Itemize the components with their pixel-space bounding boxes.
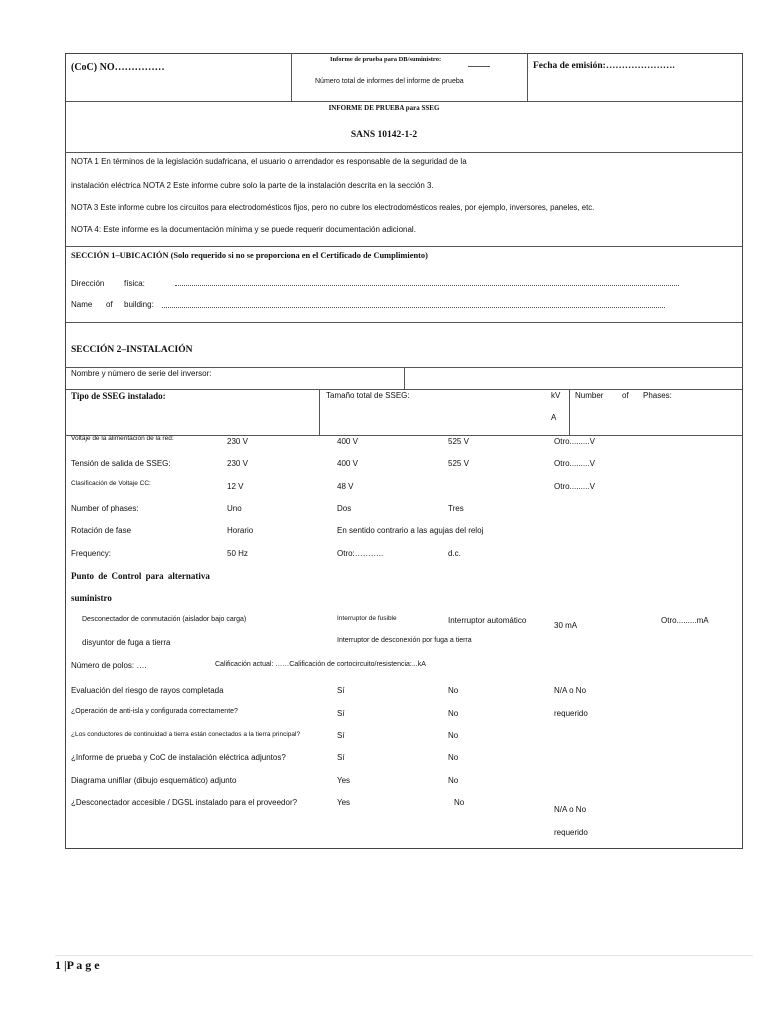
rule [291, 53, 292, 101]
option-earth-leakage[interactable]: disyuntor de fuga a tierra [82, 638, 171, 647]
building-label-word: of [106, 300, 113, 309]
option-other-v[interactable]: Otro.........V [554, 437, 595, 446]
supply-voltage-label: Voltaje de la alimentación de la red: [71, 435, 174, 442]
rotation-label: Rotación de fase [71, 526, 132, 535]
option-yes[interactable]: Yes [337, 798, 351, 807]
option-no[interactable]: No [448, 776, 459, 785]
option-no[interactable]: No [448, 753, 459, 762]
rule [65, 389, 743, 390]
rule [527, 53, 528, 101]
option-clockwise[interactable]: Horario [227, 526, 254, 535]
option-no[interactable]: No [454, 798, 465, 807]
option-disconnector[interactable]: Desconectador de conmutación (aislador bajo carga) [82, 616, 247, 623]
building-label-word: building: [124, 300, 154, 309]
standard-title: SANS 10142-1-2 [350, 130, 418, 140]
option-400v[interactable]: 400 V [337, 459, 358, 468]
report-title: INFORME DE PRUEBA para SSEG [328, 104, 440, 112]
option-three-phase[interactable]: Tres [448, 504, 464, 513]
kva-unit: A [551, 413, 557, 422]
output-voltage-label: Tensión de salida de SSEG: [71, 459, 171, 468]
form-frame [65, 53, 743, 849]
option-circuit-breaker[interactable]: Interruptor automático [448, 616, 527, 625]
option-na[interactable]: N/A o No [554, 686, 587, 695]
note-1: NOTA 1 En términos de la legislación sudafricana, el usuario o arrendador es responsable de la seguridad de la [71, 157, 467, 166]
accessible-label: ¿Desconectador accesible / DGSL instalado para el proveedor? [71, 798, 298, 807]
option-yes[interactable]: Sí [337, 686, 345, 695]
option-other-ma[interactable]: Otro.........mA [661, 616, 709, 625]
option-single-phase[interactable]: Uno [227, 504, 242, 513]
option-counterclockwise[interactable]: En sentido contrario a las agujas del reloj [337, 526, 484, 535]
page-number: 1 |P a g e [55, 958, 100, 972]
test-report-label: ¿Informe de prueba y CoC de instalación eléctrica adjuntos? [71, 753, 286, 762]
footer-rule [55, 955, 753, 956]
option-other-v[interactable]: Otro.........V [554, 482, 595, 491]
option-230v[interactable]: 230 V [227, 437, 248, 446]
frequency-label: Frequency: [71, 549, 112, 558]
rule [65, 152, 743, 153]
phases-word: Number [575, 391, 604, 400]
option-yes[interactable]: Sí [337, 731, 345, 740]
option-30ma[interactable]: 30 mA [554, 621, 578, 630]
sseg-size-label: Tamaño total de SSEG: [326, 391, 410, 400]
option-na-cont: requerido [554, 828, 588, 837]
single-line-label: Diagrama unifilar (dibujo esquemático) adjunto [71, 776, 237, 785]
option-fuse-switch[interactable]: Interruptor de fusible [337, 615, 397, 622]
lightning-label: Evaluación del riesgo de rayos completada [71, 686, 224, 695]
building-label-word: Name [71, 300, 93, 309]
note-2: instalación eléctrica NOTA 2 Este informe cubre solo la parte de la instalación descrita en la sección 3. [71, 181, 434, 190]
option-two-phase[interactable]: Dos [337, 504, 352, 513]
option-no[interactable]: No [448, 709, 459, 718]
option-no[interactable]: No [448, 686, 459, 695]
option-12v[interactable]: 12 V [227, 482, 244, 491]
option-yes[interactable]: Sí [337, 753, 345, 762]
option-other-v[interactable]: Otro.........V [554, 459, 595, 468]
option-230v[interactable]: 230 V [227, 459, 248, 468]
db-report-label: Informe de prueba para DB/suministro: [330, 56, 442, 63]
option-na[interactable]: N/A o No [554, 805, 587, 814]
building-input[interactable] [162, 307, 665, 308]
rule [404, 367, 405, 389]
rule [319, 389, 320, 435]
total-reports-label: Número total de informes del informe de prueba [315, 78, 464, 85]
rule [65, 101, 743, 102]
address-input[interactable] [175, 285, 679, 286]
phases-word: Phases: [643, 391, 672, 400]
phases-label: Number of phases: [71, 504, 139, 513]
option-400v[interactable]: 400 V [337, 437, 358, 446]
note-3: NOTA 3 Este informe cubre los circuitos para electrodomésticos fijos, pero no cubre los electrodomésticos reales, por ejemplo, inversores, paneles, etc. [71, 203, 595, 212]
option-no[interactable]: No [448, 731, 459, 740]
inverter-label: Nombre y número de serie del inversor: [71, 369, 212, 378]
earth-conductors-label: ¿Los conductores de continuidad a tierra están conectados a la tierra principal? [71, 731, 301, 738]
option-na-cont: requerido [554, 709, 588, 718]
control-point-label: suministro [71, 593, 112, 603]
address-label-word: Dirección [71, 279, 105, 288]
option-dc[interactable]: d.c. [448, 549, 461, 558]
option-el-disconnect[interactable]: Interruptor de desconexión por fuga a tierra [337, 637, 472, 644]
section2-title: SECCIÓN 2–INSTALACIÓN [71, 345, 193, 355]
option-525v[interactable]: 525 V [448, 459, 469, 468]
phases-word: of [622, 391, 629, 400]
rule [65, 246, 743, 247]
rule [569, 389, 570, 435]
poles-label: Número de polos: …. [71, 661, 147, 670]
blank-line [468, 66, 490, 67]
rule [65, 322, 743, 323]
option-525v[interactable]: 525 V [448, 437, 469, 446]
dc-rating-label: Clasificación de Voltaje CC: [71, 480, 151, 487]
option-48v[interactable]: 48 V [337, 482, 354, 491]
coc-number: (CoC) NO…………… [71, 62, 165, 73]
kva-unit: kV [551, 391, 561, 400]
anti-island-label: ¿Operación de anti-isla y configurada correctamente? [71, 708, 238, 715]
option-other-frequency[interactable]: Otro:……….. [337, 549, 384, 558]
address-label-word: física: [124, 279, 145, 288]
sseg-type-label: Tipo de SSEG instalado: [71, 391, 166, 401]
note-4: NOTA 4: Este informe es la documentación mínima y se puede requerir documentación adicional. [71, 225, 416, 234]
section1-title: SECCIÓN 1–UBICACIÓN (Solo requerido si no se proporciona en el Certificado de Cumplimiento) [71, 251, 428, 260]
option-50hz[interactable]: 50 Hz [227, 549, 248, 558]
rating-label: Calificación actual: ……Calificación de cortocircuito/resistencia:...kA [215, 661, 426, 668]
control-point-label: Punto de Control para alternativa [71, 571, 210, 581]
option-yes[interactable]: Yes [337, 776, 351, 785]
issue-date: Fecha de emisión:…………………. [533, 61, 675, 71]
option-yes[interactable]: Sí [337, 709, 345, 718]
